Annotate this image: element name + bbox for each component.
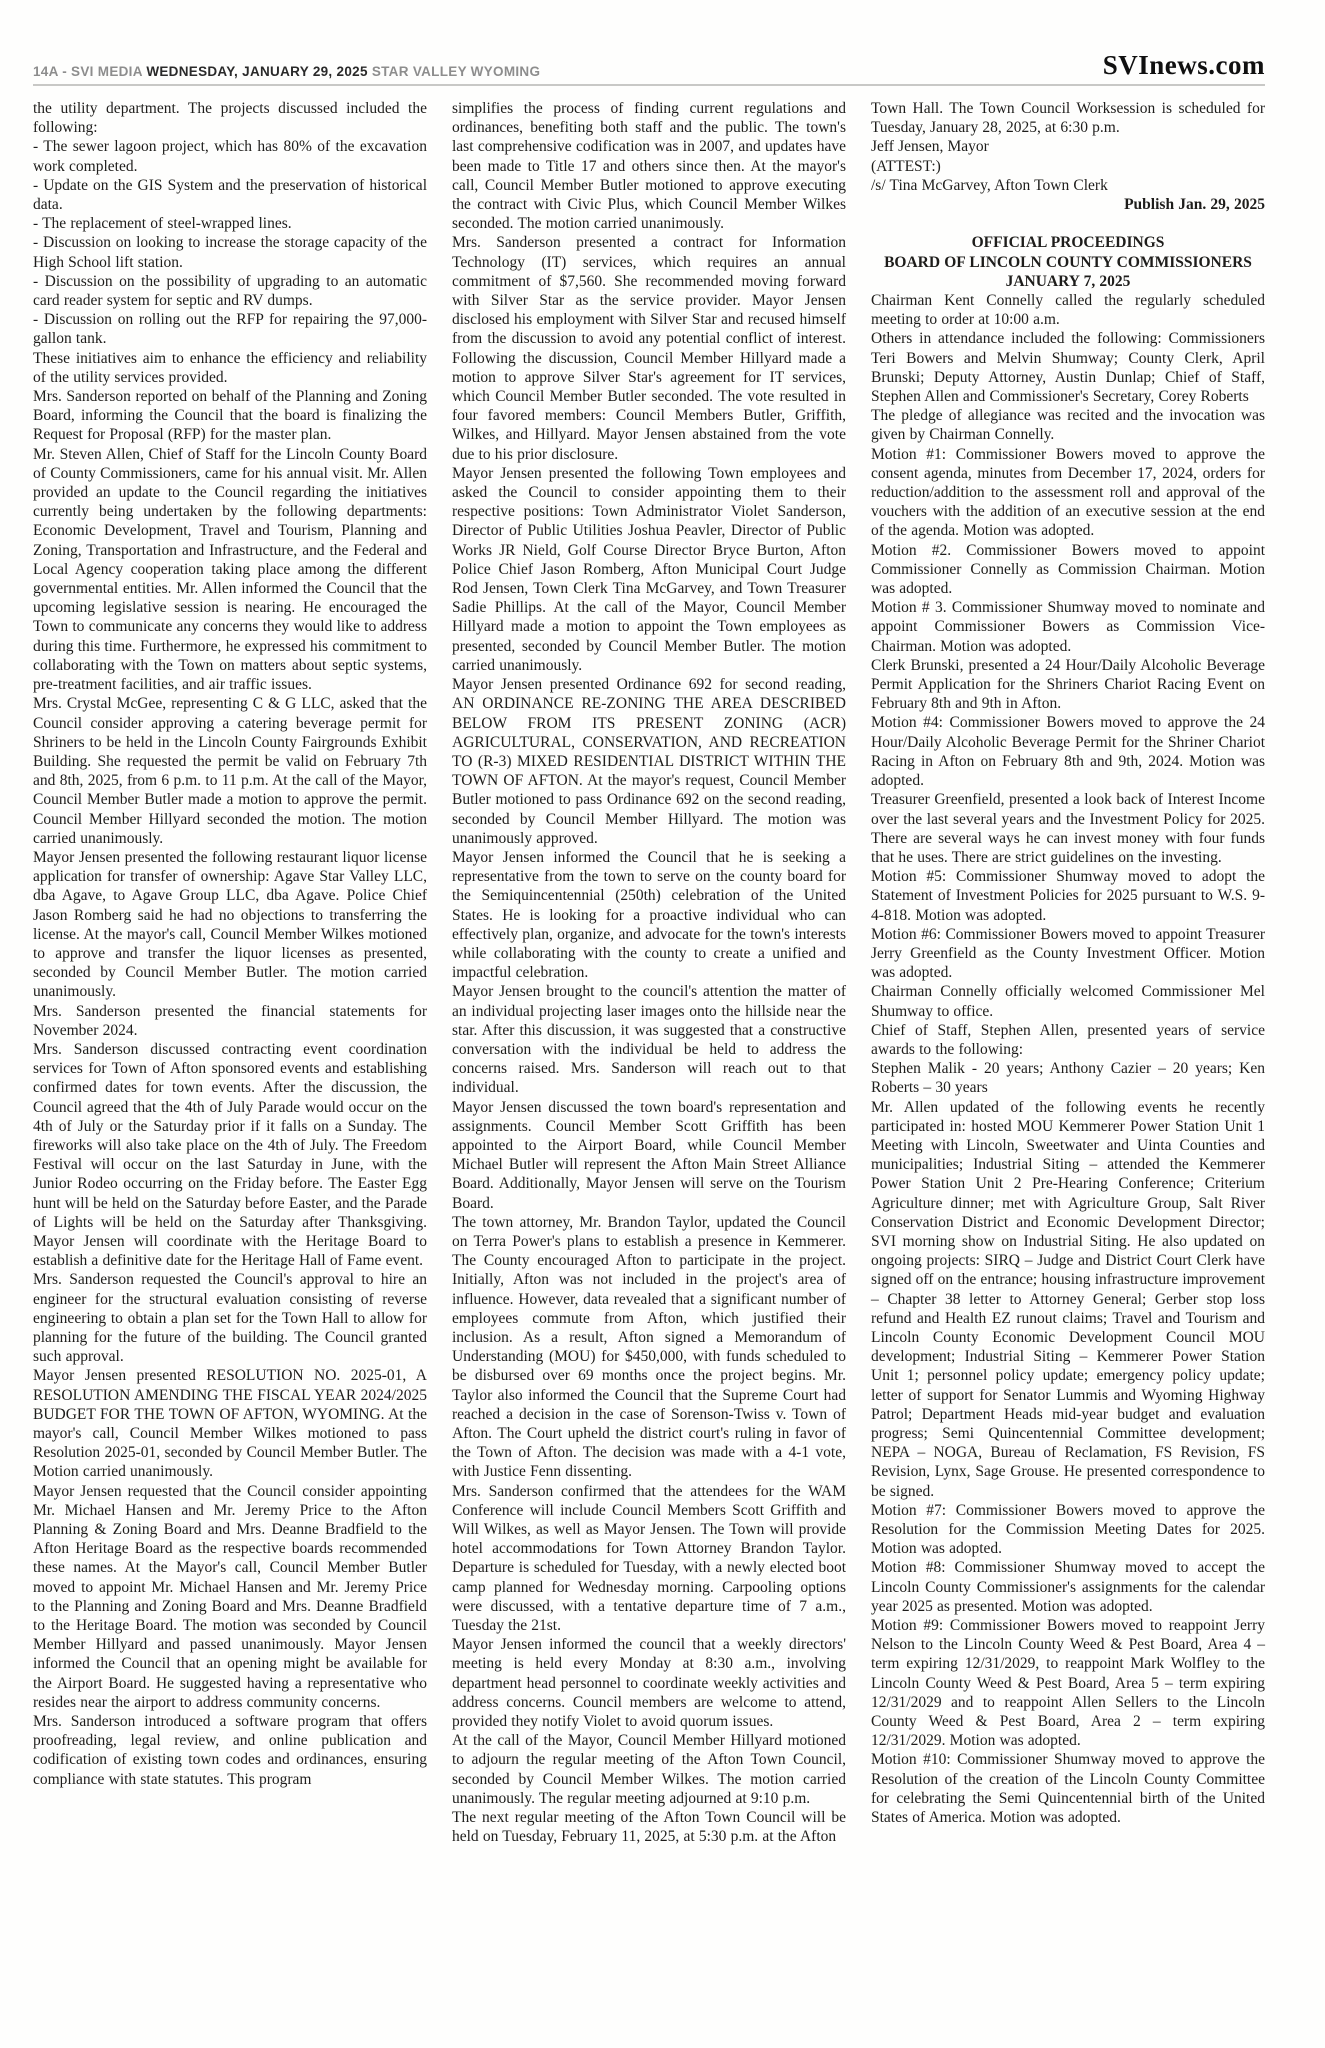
article-columns [33,99,1265,1846]
paragraph: Clerk Brunski, presented a 24 Hour/Daily Alcoholic Beverage Permit Application for the Shriners Chariot Racing Event on February 8th and 9th in Afton. [871,656,1265,713]
paragraph: Motion #7: Commissioner Bowers moved to approve the Resolution for the Commission Meeting Dates for 2025. Motion was adopted. [871,1501,1265,1558]
paragraph: Mr. Allen updated of the following events he recently participated in: hosted MOU Kemmerer Power Station Unit 1 Meeting with Lincoln, Sweetwater and Uinta Counties and municipalities; Industrial Siting – attended the Kemmerer Power Station Unit 2 Pre-Hearing Conference; Criterium Agriculture dinner; met with Agriculture Group, Salt River Conservation District and Economic Development Director; SVI morning show on Industrial Siting. He also updated on ongoing projects: SIRQ – Judge and District Court Clerk have signed off on the entrance; housing infrastructure improvement – Chapter 38 letter to Attorney General; Gerber stop loss refund and Health EZ runout claims; Travel and Tourism and Lincoln County Economic Development Council MOU development; Industrial Siting – Kemmerer Power Station Unit 1; personnel policy update; emergency policy update; letter of support for Senator Lummis and Wyoming Highway Patrol; Department Heads mid-year budget and evaluation progress; Semi Quincentennial Committee development; NEPA – NOGA, Bureau of Reclamation, FS Revision, FS Revision, Lynx, Sage Grouse. He presented correspondence to be signed. [871,1098,1266,1500]
paragraph: Motion #5: Commissioner Shumway moved to adopt the Statement of Investment Policies for 2025 pursuant to W.S. 9-4-818. Motion was adopted. [871,868,1265,924]
paragraph: Mrs. Crystal McGee, representing C & G LLC, asked that the Council consider approving a catering beverage permit for Shriners to be held in the Lincoln County Fairgrounds Exhibit Building. She requested the permit be valid on February 7th and 8th, 2025, from 6 p.m. to 11 p.m. At the call of the Mayor, Council Member Butler made a motion to approve the permit. Council Member Hillyard seconded the motion. The motion carried unanimously. [33,695,427,847]
page-label: 14A - SVI MEDIA [33,64,147,79]
paragraph: - The replacement of steel-wrapped lines. [33,215,292,233]
paragraph: - Discussion on looking to increase the storage capacity of the High School lift station. [33,234,427,271]
paragraph: - Update on the GIS System and the preservation of historical data. [33,176,427,214]
paragraph: Mrs. Sanderson reported on behalf of the Planning and Zoning Board, informing the Council that the board is finalizing the Request for Proposal (RFP) for the master plan. [33,388,427,444]
paragraph: Mrs. Sanderson confirmed that the attendees for the WAM Conference will include Council Members Scott Griffith and Will Wilkes, as well as Mayor Jensen. The Town will provide hotel accommodations for Town Attorney Brandon Taylor. Departure is scheduled for Tuesday, with a newly elected boot camp planned for Wednesday morning. Carpooling options were discussed, with a tentative departure time of 7 a.m., Tuesday the 21st. [452,1482,846,1635]
paragraph: Mayor Jensen discussed the town board's representation and assignments. Council Member Scott Griffith has been appointed to the Airport Board, while Council Member Michael Butler will represent the Afton Main Street Alliance Board. Additionally, Mayor Jensen will serve on the Tourism Board. [452,1098,846,1212]
paragraph: OFFICIAL PROCEEDINGS [971,234,1165,252]
paragraph: Motion # 3. Commissioner Shumway moved to nominate and appoint Commissioner Bowers as Commission Vice-Chairman. Motion was adopted. [871,599,1265,655]
paragraph: Mayor Jensen requested that the Council consider appointing Mr. Michael Hansen and Mr. Jeremy Price to the Afton Planning & Zoning Board and Mrs. Deanne Bradfield to the Afton Heritage Board as the respective boards recommended these names. At the Mayor's call, Council Member Butler moved to appoint Mr. Michael Hansen and Mr. Jeremy Price to the Planning and Zoning Board and Mrs. Deanne Bradfield to the Heritage Board. The motion was seconded by Council Member Hillyard and passed unanimously. Mayor Jensen informed the Council that an opening might be available for the Airport Board. He suggested having a representative who resides near the airport to address community concerns. [33,1482,427,1711]
paragraph: Treasurer Greenfield, presented a look back of Interest Income over the last several years and the Investment Policy for 2025. There are several ways he can invest money with four funds that he uses. There are strict guidelines on the investing. [871,791,1265,866]
paragraph: Motion #10: Commissioner Shumway moved to approve the Resolution of the creation of the Lincoln County Committee for celebrating the Semi Quincentennial birth of the United States of America. Motion was adopted. [871,1751,1265,1827]
paragraph: Stephen Malik - 20 years; Anthony Cazier – 20 years; Ken Roberts – 30 years [871,1060,1265,1097]
paragraph: Mrs. Sanderson discussed contracting event coordination services for Town of Afton sponsored events and establishing confirmed dates for town events. After the discussion, the Council agreed that the 4th of July Parade would occur on the 4th of July or the Saturday prior if it falls on a Sunday. The fireworks will also take place on the 4th of July. The Freedom Festival will occur on the last Saturday in June, with the Junior Rodeo occurring on the Friday before. The Easter Egg hunt will be held on the Saturday before Easter, and the Parade of Lights will be held on the Saturday after Thanksgiving. Mayor Jensen will coordinate with the Heritage Board to establish a definitive date for the Heritage Hall of Fame event. [33,1040,427,1270]
column-1 [33,99,427,1846]
paragraph: At the call of the Mayor, Council Member Hillyard motioned to adjourn the regular meeting of the Afton Town Council, seconded by Council Member Wilkes. The motion carried unanimously. The regular meeting adjourned at 9:10 p.m. [452,1732,846,1807]
column-3 [871,99,1265,1846]
paragraph: Mayor Jensen presented the following Town employees and asked the Council to consider appointing them to their respective positions: Town Administrator Violet Sanderson, Director of Public Utilities Joshua Peavler, Director of Public Works JR Nield, Golf Course Director Bryce Burton, Afton Police Chief Jason Romberg, Afton Municipal Court Judge Rod Jensen, Town Clerk Tina McGarvey, and Town Treasurer Sadie Phillips. At the call of the Mayor, Council Member Hillyard made a motion to appoint the Town employees as presented, seconded by Council Member Butler. The motion carried unanimously. [452,464,846,674]
paragraph: - The sewer lagoon project, which has 80% of the excavation work completed. [33,138,427,175]
masthead-date: WEDNESDAY, JANUARY 29, 2025 [146,64,368,79]
paragraph: Motion #2. Commissioner Bowers moved to appoint Commissioner Connelly as Commission Chairman. Motion was adopted. [871,541,1265,598]
paragraph: Chief of Staff, Stephen Allen, presented years of service awards to the following: [871,1021,1265,1058]
paragraph: The town attorney, Mr. Brandon Taylor, updated the Council on Terra Power's plans to establish a presence in Kemmerer. The County encouraged Afton to participate in the project. Initially, Afton was not included in the project's area of influence. However, data revealed that a significant number of employees commute from Afton, which justified their inclusion. As a result, Afton signed a Memorandum of Understanding (MOU) for $450,000, with funds scheduled to be disbursed over 69 months once the project begins. Mr. Taylor also informed the Council that the Supreme Court had reached a decision in the case of Sorenson-Twiss v. Town of Afton. The Court upheld the district court's ruling in favor of the Town of Afton. The decision was made with a 4-1 vote, with Justice Fenn dissenting. [452,1213,846,1481]
column-2 [452,99,846,1846]
paragraph: Mayor Jensen presented Ordinance 692 for second reading, AN ORDINANCE RE-ZONING THE AREA DESCRIBED BELOW FROM ITS PRESENT ZONING (ACR) AGRICULTURAL, CONSERVATION, AND RECREATION TO (R-3) MIXED RESIDENTIAL DISTRICT WITHIN THE TOWN OF AFTON. At the mayor's request, Council Member Butler motioned to pass Ordinance 692 on the second reading, seconded by Council Member Hillyard. The motion was unanimously approved. [452,676,846,847]
paragraph: - Discussion on the possibility of upgrading to an automatic card reader system for septic and RV dumps. [33,272,427,310]
paragraph [871,214,1265,233]
paragraph: Chairman Kent Connelly called the regularly scheduled meeting to order at 10:00 a.m. [871,292,1265,329]
paragraph: the utility department. The projects discussed included the following: [33,100,427,137]
masthead-website: SVInews.com [1102,50,1265,80]
paragraph: Others in attendance included the following: Commissioners Teri Bowers and Melvin Shumway; County Clerk, April Brunski; Deputy Attorney, Austin Dunlap; Chief of Staff, Stephen Allen and Commissioner's Secretary, Corey Roberts [871,330,1265,406]
masthead-left [33,64,540,79]
paragraph: /s/ Tina McGarvey, Afton Town Clerk [871,176,1108,194]
paragraph: JANUARY 7, 2025 [1005,272,1131,290]
paragraph: Mrs. Sanderson presented the financial statements for November 2024. [33,1002,427,1039]
paragraph: The next regular meeting of the Afton Town Council will be held on Tuesday, February 11, 2025, at 5:30 p.m. at the Afton [452,1809,846,1846]
paragraph: Motion #9: Commissioner Bowers moved to reappoint Jerry Nelson to the Lincoln County Weed & Pest Board, Area 4 – term expiring 12/31/2029, to reappoint Mark Wolfley to the Lincoln County Weed & Pest Board, Area 5 – term expiring 12/31/2029 and to reappoint Allen Sellers to the Lincoln County Weed & Pest Board, Area 2 – term expiring 12/31/2029. Motion was adopted. [871,1617,1265,1750]
paragraph: Mayor Jensen informed the council that a weekly directors' meeting is held every Monday at 8:30 a.m., involving department head personnel to coordinate weekly activities and address concerns. Council members are welcome to attend, provided they notify Violet to avoid quorum issues. [452,1636,846,1731]
paragraph: Motion #1: Commissioner Bowers moved to approve the consent agenda, minutes from December 17, 2024, orders for reduction/addition to the assessment roll and approval of the vouchers with the addition of an executive session at the end of the agenda. Motion was adopted. [871,445,1265,540]
paragraph: Mrs. Sanderson requested the Council's approval to hire an engineer for the structural evaluation consisting of reverse engineering to obtain a plan set for the Town Hall to allow for planning for the future of the building. The Council granted such approval. [33,1271,427,1366]
paragraph: Mrs. Sanderson introduced a software program that offers proofreading, legal review, and online publication and codification of existing town codes and ordinances, ensuring compliance with state statutes. This program [33,1713,427,1788]
paragraph: Chairman Connelly officially welcomed Commissioner Mel Shumway to office. [871,983,1265,1020]
masthead-rule [33,84,1265,86]
paragraph: Motion #4: Commissioner Bowers moved to approve the 24 Hour/Daily Alcoholic Beverage Permit for the Shriner Chariot Racing in Afton on February 8th and 9th, 2024. Motion was adopted. [871,714,1265,790]
paragraph: Mr. Steven Allen, Chief of Staff for the Lincoln County Board of County Commissioners, came for his annual visit. Mr. Allen provided an update to the Council regarding the initiatives currently being undertaken by the following departments: Economic Development, Travel and Tourism, Planning and Zoning, Transportation and Infrastructure, and the Federal and Local Agency cooperation taking place among the different governmental entities. Mr. Allen informed the Council that the upcoming legislative session is nearing. He encouraged the Town to communicate any concerns they would like to address during this time. Furthermore, he expressed his commitment to collaborating with the Town on matters about septic systems, pre-treatment facilities, and air traffic issues. [33,445,427,694]
paragraph: Mayor Jensen informed the Council that he is seeking a representative from the town to serve on the county board for the Semiquincentennial (250th) celebration of the United States. He is looking for a proactive individual who can effectively plan, organize, and advocate for the town's interests while collaborating with the county to create a unified and impactful celebration. [452,848,846,982]
paragraph: Publish Jan. 29, 2025 [1124,196,1265,214]
paragraph: Motion #6: Commissioner Bowers moved to appoint Treasurer Jerry Greenfield as the County Investment Officer. Motion was adopted. [871,925,1265,982]
paragraph: The pledge of allegiance was recited and the invocation was given by Chairman Connelly. [871,407,1265,444]
paragraph: simplifies the process of finding current regulations and ordinances, benefiting both staff and the public. The town's last comprehensive codification was in 2007, and updates have been made to Title 17 and others since then. At the mayor's call, Council Member Butler motioned to approve executing the contract with Civic Plus, which Council Member Wilkes seconded. The motion carried unanimously. [452,100,846,233]
paragraph: Town Hall. The Town Council Worksession is scheduled for Tuesday, January 28, 2025, at 6:30 p.m. [871,100,1265,137]
masthead [33,52,1265,79]
paragraph: These initiatives aim to enhance the efficiency and reliability of the utility services provided. [33,349,427,386]
paragraph: Mrs. Sanderson presented a contract for Information Technology (IT) services, which requires an annual commitment of $7,560. She recommended moving forward with Silver Star as the service provider. Mayor Jensen disclosed his employment with Silver Star and recused himself from the discussion to avoid any potential conflict of interest. Following the discussion, Council Member Hillyard made a motion to approve Silver Star's agreement for IT services, which Council Member Butler seconded. The vote resulted in four favored members: Council Members Butler, Griffith, Wilkes, and Hillyard. Mayor Jensen abstained from the vote due to his prior disclosure. [452,234,846,463]
paragraph: Mayor Jensen presented RESOLUTION NO. 2025-01, A RESOLUTION AMENDING THE FISCAL YEAR 2024/2025 BUDGET FOR THE TOWN OF AFTON, WYOMING. At the mayor's call, Council Member Wilkes motioned to pass Resolution 2025-01, seconded by Council Member Butler. The Motion carried unanimously. [33,1367,427,1481]
paragraph: (ATTEST:) [871,157,941,175]
paragraph: - Discussion on rolling out the RFP for repairing the 97,000-gallon tank. [33,311,427,348]
paragraph: Motion #8: Commissioner Shumway moved to accept the Lincoln County Commissioner's assignments for the calendar year 2025 as presented. Motion was adopted. [871,1559,1265,1615]
paragraph: Mayor Jensen presented the following restaurant liquor license application for transfer of ownership: Agave Star Valley LLC, dba Agave, to Agave Group LLC, dba Agave. Police Chief Jason Romberg said he had no objections to transferring the license. At the mayor's call, Council Member Wilkes motioned to approve and transfer the liquor licenses as presented, seconded by Council Member Butler. The motion carried unanimously. [33,848,427,1001]
paragraph: BOARD OF LINCOLN COUNTY COMMISSIONERS [884,253,1252,271]
masthead-location: STAR VALLEY WYOMING [367,64,541,79]
paragraph: Jeff Jensen, Mayor [871,138,989,156]
paragraph: Mayor Jensen brought to the council's attention the matter of an individual projecting laser images onto the hillside near the star. After this discussion, it was suggested that a constructive conversation with the individual be held to address the concerns raised. Mrs. Sanderson will reach out to that individual. [452,983,846,1097]
